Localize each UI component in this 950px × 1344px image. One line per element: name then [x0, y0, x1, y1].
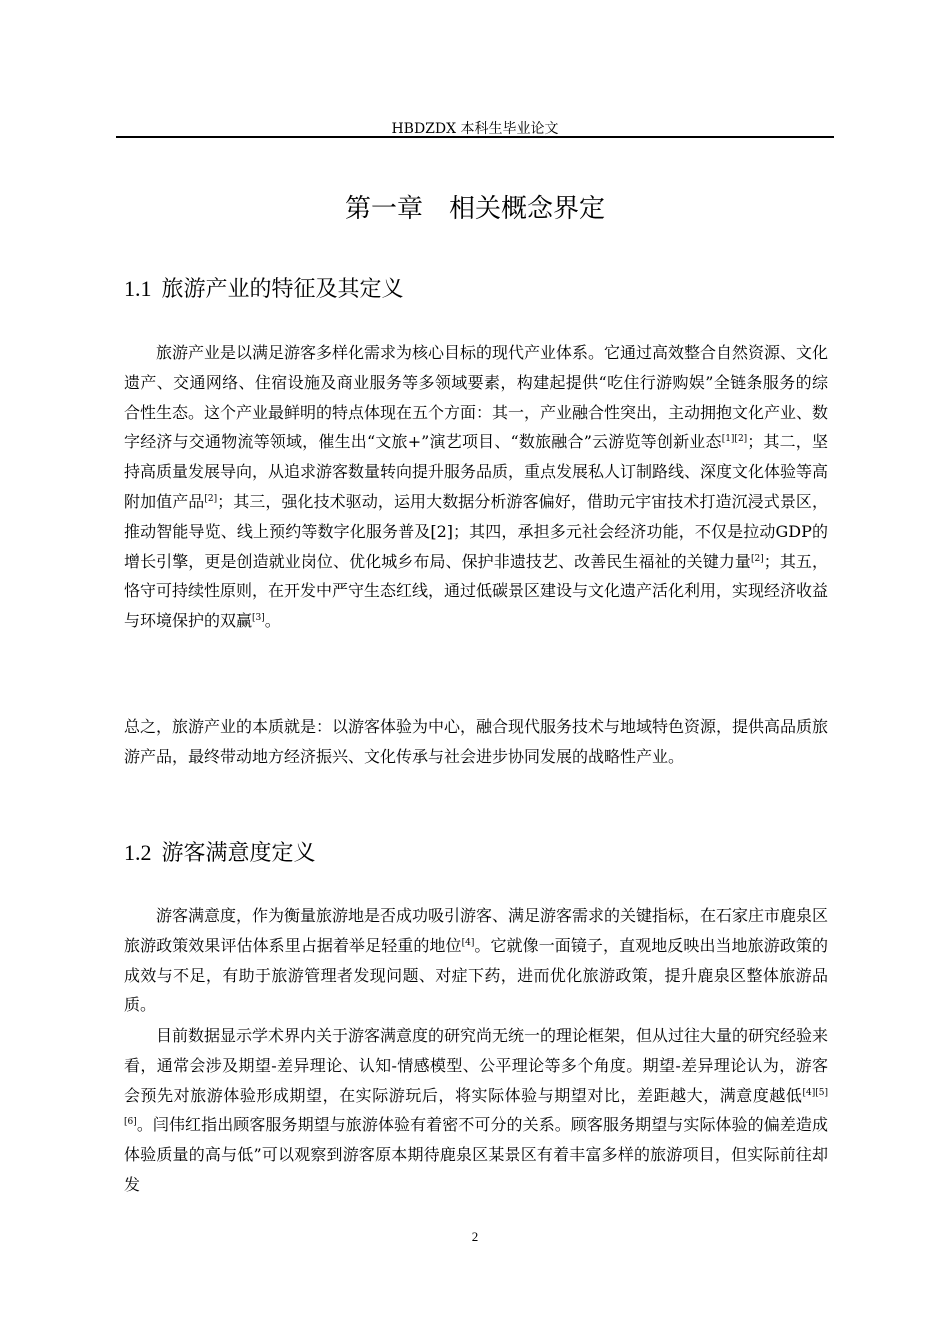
text-run: 目前数据显示学术界内关于游客满意度的研究尚无统一的理论框架，但从过往大量的研究经验来看，通常会涉及期望-差异理论、认知-情感模型、公平理论等多个角度。期望-差异理论认为，游客会预先对旅游体验形成期望，在实际游玩后，将实际体验与期望对比，差距越大，满意度越低	[124, 1026, 829, 1105]
citation: [3]	[252, 613, 265, 624]
chapter-title	[116, 188, 834, 225]
citation: [4]	[461, 937, 475, 948]
citation: [1][2]	[721, 434, 748, 445]
header-rule	[116, 136, 834, 138]
citation: [2]	[204, 493, 218, 504]
section-number: 1.2	[124, 840, 152, 865]
text-run: 。	[264, 611, 281, 631]
section-title: 游客满意度定义	[161, 841, 316, 866]
header-title: HBDZDX 本科生毕业论文	[391, 121, 559, 137]
section-number: 1.1	[124, 276, 152, 301]
page-header	[116, 118, 834, 138]
page-number: 2	[471, 1229, 479, 1244]
paragraph-tourism-industry	[124, 338, 828, 636]
text-run: 旅游产业是以满足游客多样化需求为核心目标的现代产业体系。它通过高效整合自然资源、文化遗产、交通网络、住宿设施及商业服务等多领域要素，构建起提供“吃住行游购娱”全链条服务的综合性生态。这个产业最鲜明的特点体现在五个方面：其一，产业融合性突出，主动拥抱文化产业、数字经济与交通物流等领域，催生出“文旅+”演艺项目、“数旅融合”云游览等创新业态	[124, 343, 829, 452]
text-run: 。它就像一面镜子，直观地反映出当地旅游政策的成效与不足，有助于旅游管理者发现问题、对症下药，进而优化旅游政策，提升鹿泉区整体旅游品质。	[124, 935, 828, 1015]
text-run: 游客满意度，作为衡量旅游地是否成功吸引游客、满足游客需求的关键指标，在石家庄市鹿泉区旅游政策效果评估体系里占据着举足轻重的地位	[124, 906, 829, 955]
paragraph-research-theory	[124, 1021, 828, 1200]
text-run: 。闫伟红指出顾客服务期望与旅游体验有着密不可分的关系。顾客服务期望与实际体验的偏差造成体验质量的高与低”可以观察到游客原本期待鹿泉区某景区有着丰富多样的旅游项目，但实际前往却发	[124, 1115, 828, 1194]
chapter-number: 第一章	[344, 194, 423, 224]
chapter-name: 相关概念界定	[449, 194, 606, 224]
text-run: ；其二，坚持高质量发展导向，从追求游客数量转向提升服务品质，重点发展私人订制路线、深度文化体验等高附加值产品	[124, 432, 829, 511]
citation: [4][5][6]	[124, 1087, 828, 1128]
citation: [2]	[751, 553, 764, 564]
section-heading-1-2	[124, 836, 316, 867]
paragraph-satisfaction-definition	[124, 901, 828, 1020]
text-run: ；其五，恪守可持续性原则，在开发中严守生态红线，通过低碳景区建设与文化遗产活化利用，实现经济收益与环境保护的双赢	[124, 551, 829, 631]
text-run: ；其三，强化技术驱动，运用大数据分析游客偏好，借助元宇宙技术打造沉浸式景区，推动智能导览、线上预约等数字化服务普及[2]；其四，承担多元社会经济功能，不仅是拉动GDP的增长引擎，更是创造就业岗位、优化城乡布局、保护非遗技艺、改善民生福祉的关键力量	[124, 491, 828, 571]
section-heading-1-1	[124, 272, 404, 303]
section-title: 旅游产业的特征及其定义	[161, 277, 404, 302]
paragraph-summary: 总之，旅游产业的本质就是：以游客体验为中心，融合现代服务技术与地域特色资源，提供高品质旅游产品，最终带动地方经济振兴、文化传承与社会进步协同发展的战略性产业。	[124, 717, 829, 766]
